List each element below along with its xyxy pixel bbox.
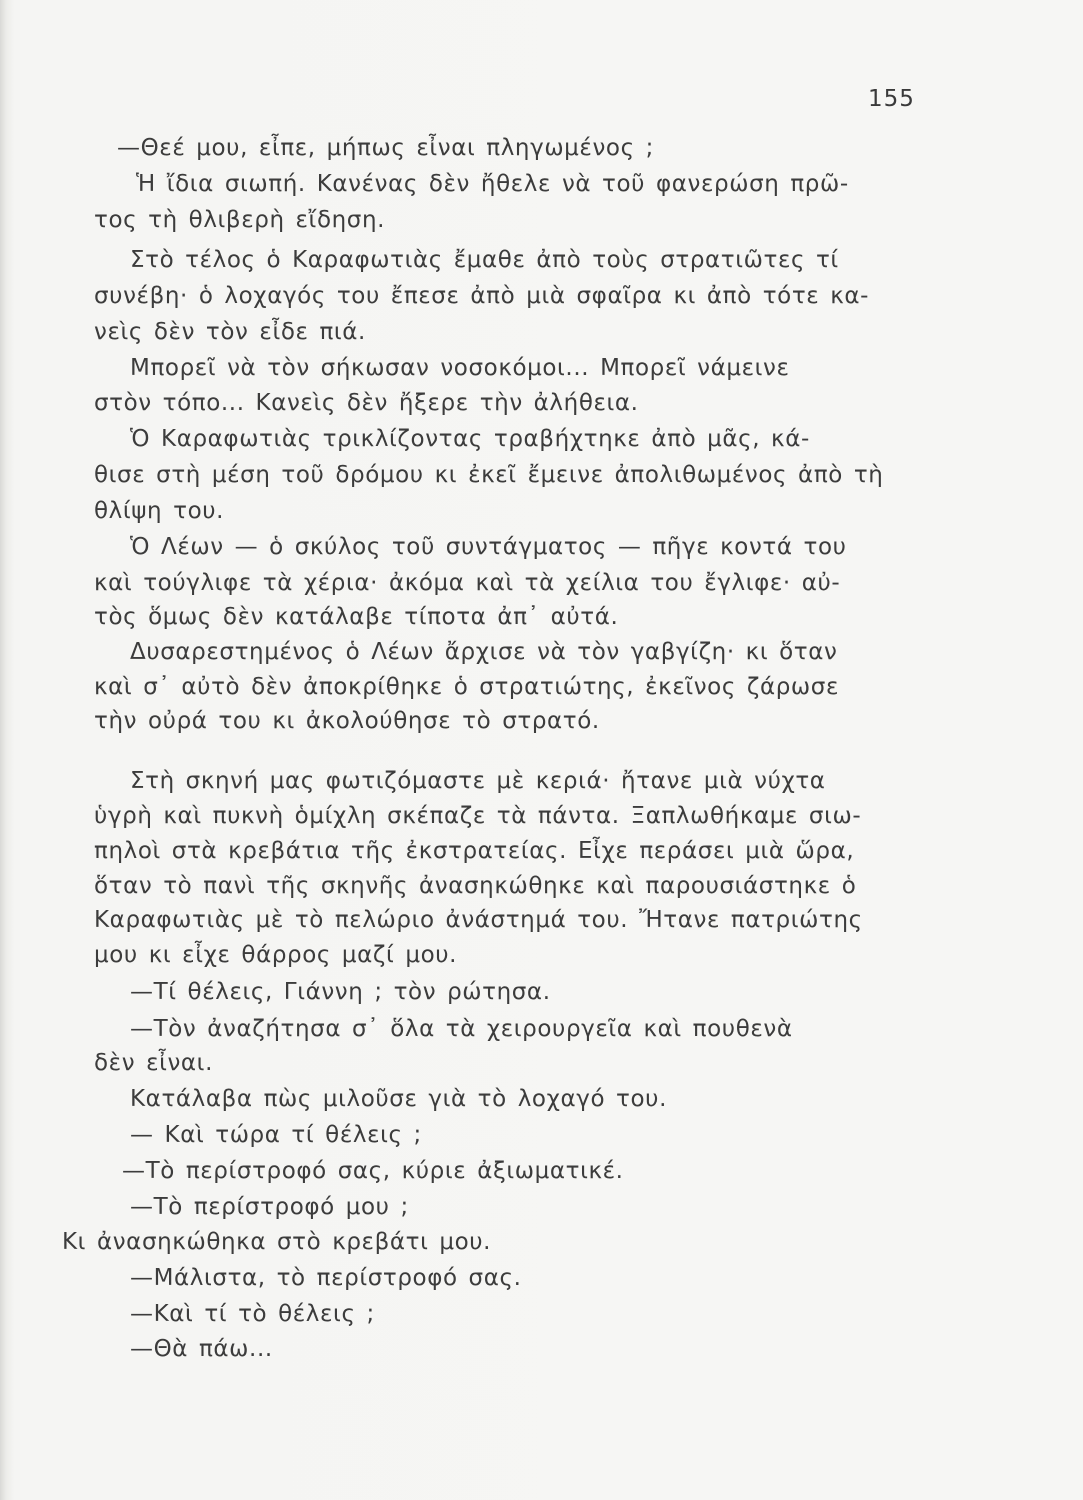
text-line: Κατάλαβα πὼς μιλοῦσε γιὰ τὸ λοχαγό του.	[130, 1086, 667, 1112]
text-line: —Τὸν ἀναζήτησα σ᾽ ὅλα τὰ χειρουργεῖα καὶ πουθενὰ	[130, 1016, 793, 1042]
text-line: Κι ἀνασηκώθηκα στὸ κρεβάτι μου.	[62, 1229, 492, 1255]
text-line: ὅταν τὸ πανὶ τῆς σκηνῆς ἀνασηκώθηκε καὶ παρουσιάστηκε ὁ	[94, 873, 857, 899]
text-line: θλίψη του.	[94, 498, 225, 524]
text-line: —Θεέ μου, εἶπε, μήπως εἶναι πληγωμένος ;	[117, 135, 654, 161]
text-line: Μπορεῖ νὰ τὸν σήκωσαν νοσοκόμοι... Μπορεῖ νάμεινε	[130, 355, 790, 381]
text-line: στὸν τόπο... Κανεὶς δὲν ἤξερε τὴν ἀλήθεια.	[94, 390, 639, 416]
text-line: Ἡ ἴδια σιωπή. Κανένας δὲν ἤθελε νὰ τοῦ φανερώση πρῶ-	[136, 171, 849, 197]
page-number: 155	[868, 86, 915, 112]
text-line: Δυσαρεστημένος ὁ Λέων ἄρχισε νὰ τὸν γαβγίζη· κι ὅταν	[130, 639, 838, 665]
text-line: τὴν οὐρά του κι ἀκολούθησε τὸ στρατό.	[94, 708, 600, 734]
text-line: καὶ τούγλιφε τὰ χέρια· ἀκόμα καὶ τὰ χείλια του ἔγλιφε· αὐ-	[94, 570, 841, 596]
text-line: Ὁ Καραφωτιὰς τρικλίζοντας τραβήχτηκε ἀπὸ μᾶς, κά-	[130, 426, 810, 452]
text-line: — Καὶ τώρα τί θέλεις ;	[130, 1122, 422, 1148]
text-line: καὶ σ᾽ αὐτὸ δὲν ἀποκρίθηκε ὁ στρατιώτης, ἐκεῖνος ζάρωσε	[94, 674, 840, 700]
text-line: Στὴ σκηνή μας φωτιζόμαστε μὲ κεριά· ἤτανε μιὰ νύχτα	[130, 768, 826, 794]
text-line: νεὶς δὲν τὸν εἶδε πιά.	[94, 319, 366, 345]
text-line: —Τὸ περίστροφό μου ;	[130, 1194, 409, 1220]
text-line: τος τὴ θλιβερὴ εἴδηση.	[94, 207, 386, 233]
text-line: Στὸ τέλος ὁ Καραφωτιὰς ἔμαθε ἀπὸ τοὺς στρατιῶτες τί	[130, 247, 839, 273]
text-line: —Καὶ τί τὸ θέλεις ;	[130, 1301, 375, 1327]
text-line: —Τὸ περίστροφό σας, κύριε ἀξιωματικέ.	[122, 1158, 624, 1184]
text-line: θισε στὴ μέση τοῦ δρόμου κι ἐκεῖ ἔμεινε ἀπολιθωμένος ἀπὸ τὴ	[94, 462, 884, 488]
text-line: συνέβη· ὁ λοχαγός του ἔπεσε ἀπὸ μιὰ σφαῖρα κι ἀπὸ τότε κα-	[94, 283, 870, 309]
text-line: δὲν εἶναι.	[94, 1050, 213, 1076]
text-line: μου κι εἶχε θάρρος μαζί μου.	[94, 942, 458, 968]
text-line: —Μάλιστα, τὸ περίστροφό σας.	[130, 1265, 522, 1291]
text-line: Καραφωτιὰς μὲ τὸ πελώριο ἀνάστημά του. Ἤτανε πατριώτης	[94, 907, 863, 933]
text-line: τὸς ὅμως δὲν κατάλαβε τίποτα ἀπ᾽ αὐτά.	[94, 604, 619, 630]
text-line: Ὁ Λέων — ὁ σκύλος τοῦ συντάγματος — πῆγε κοντά του	[130, 534, 847, 560]
text-line: —Θὰ πάω...	[130, 1336, 273, 1362]
text-line: —Τί θέλεις, Γιάννη ; τὸν ρώτησα.	[130, 979, 551, 1005]
text-line: πηλοὶ στὰ κρεβάτια τῆς ἐκστρατείας. Εἶχε περάσει μιὰ ὥρα,	[94, 838, 855, 864]
text-line: ὑγρὴ καὶ πυκνὴ ὁμίχλη σκέπαζε τὰ πάντα. Ξαπλωθήκαμε σιω-	[94, 803, 862, 829]
